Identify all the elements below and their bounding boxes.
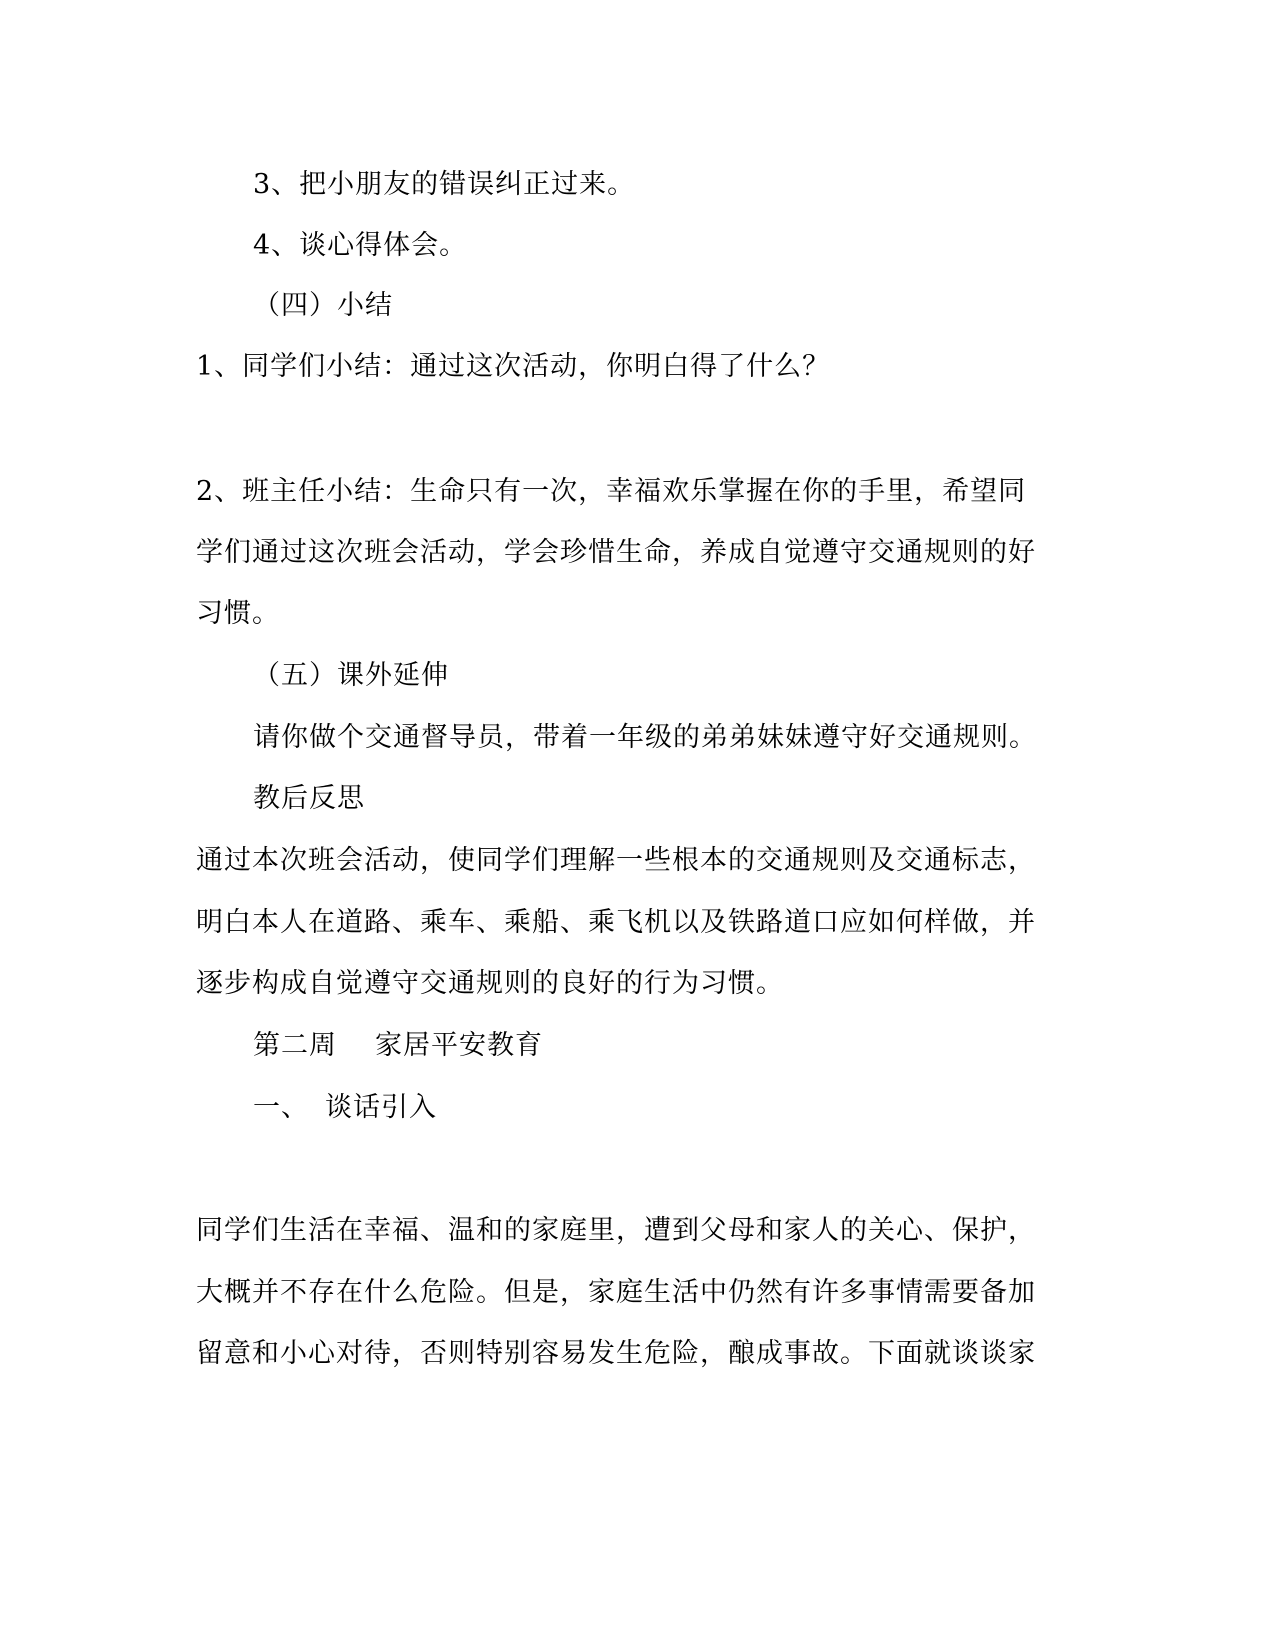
section-heading: （五）课外延伸 xyxy=(253,660,449,691)
paragraph-line: 明白本人在道路、乘车、乘船、乘飞机以及铁路道口应如何样做，并 xyxy=(196,907,1036,938)
paragraph-line: 习惯。 xyxy=(196,598,280,629)
paragraph-line: 4、谈心得体会。 xyxy=(253,230,468,261)
paragraph-line: 3、把小朋友的错误纠正过来。 xyxy=(253,169,636,200)
paragraph-line: 学们通过这次班会活动，学会珍惜生命，养成自觉遵守交通规则的好 xyxy=(196,537,1036,568)
section-heading: （四）小结 xyxy=(253,290,393,321)
section-number: 一、 xyxy=(253,1092,309,1123)
week-topic: 家居平安教育 xyxy=(375,1030,543,1061)
week-label: 第二周 xyxy=(253,1030,337,1061)
paragraph-line: 1、同学们小结：通过这次活动，你明白得了什么？ xyxy=(196,351,831,382)
paragraph-line: 2、班主任小结：生命只有一次，幸福欢乐掌握在你的手里，希望同 xyxy=(196,476,1027,507)
paragraph-line: 请你做个交通督导员，带着一年级的弟弟妹妹遵守好交通规则。 xyxy=(253,722,1037,753)
week-heading xyxy=(253,1029,543,1063)
section-heading: 教后反思 xyxy=(253,783,365,814)
paragraph-line: 逐步构成自觉遵守交通规则的良好的行为习惯。 xyxy=(196,968,784,999)
paragraph-line: 留意和小心对待，否则特别容易发生危险，酿成事故。下面就谈谈家 xyxy=(196,1338,1036,1369)
paragraph-line: 同学们生活在幸福、温和的家庭里，遭到父母和家人的关心、保护， xyxy=(196,1215,1036,1246)
section-heading xyxy=(253,1091,437,1125)
paragraph-line: 大概并不存在什么危险。但是，家庭生活中仍然有许多事情需要备加 xyxy=(196,1277,1036,1308)
section-title: 谈话引入 xyxy=(325,1092,437,1123)
paragraph-line: 通过本次班会活动，使同学们理解一些根本的交通规则及交通标志， xyxy=(196,845,1036,876)
